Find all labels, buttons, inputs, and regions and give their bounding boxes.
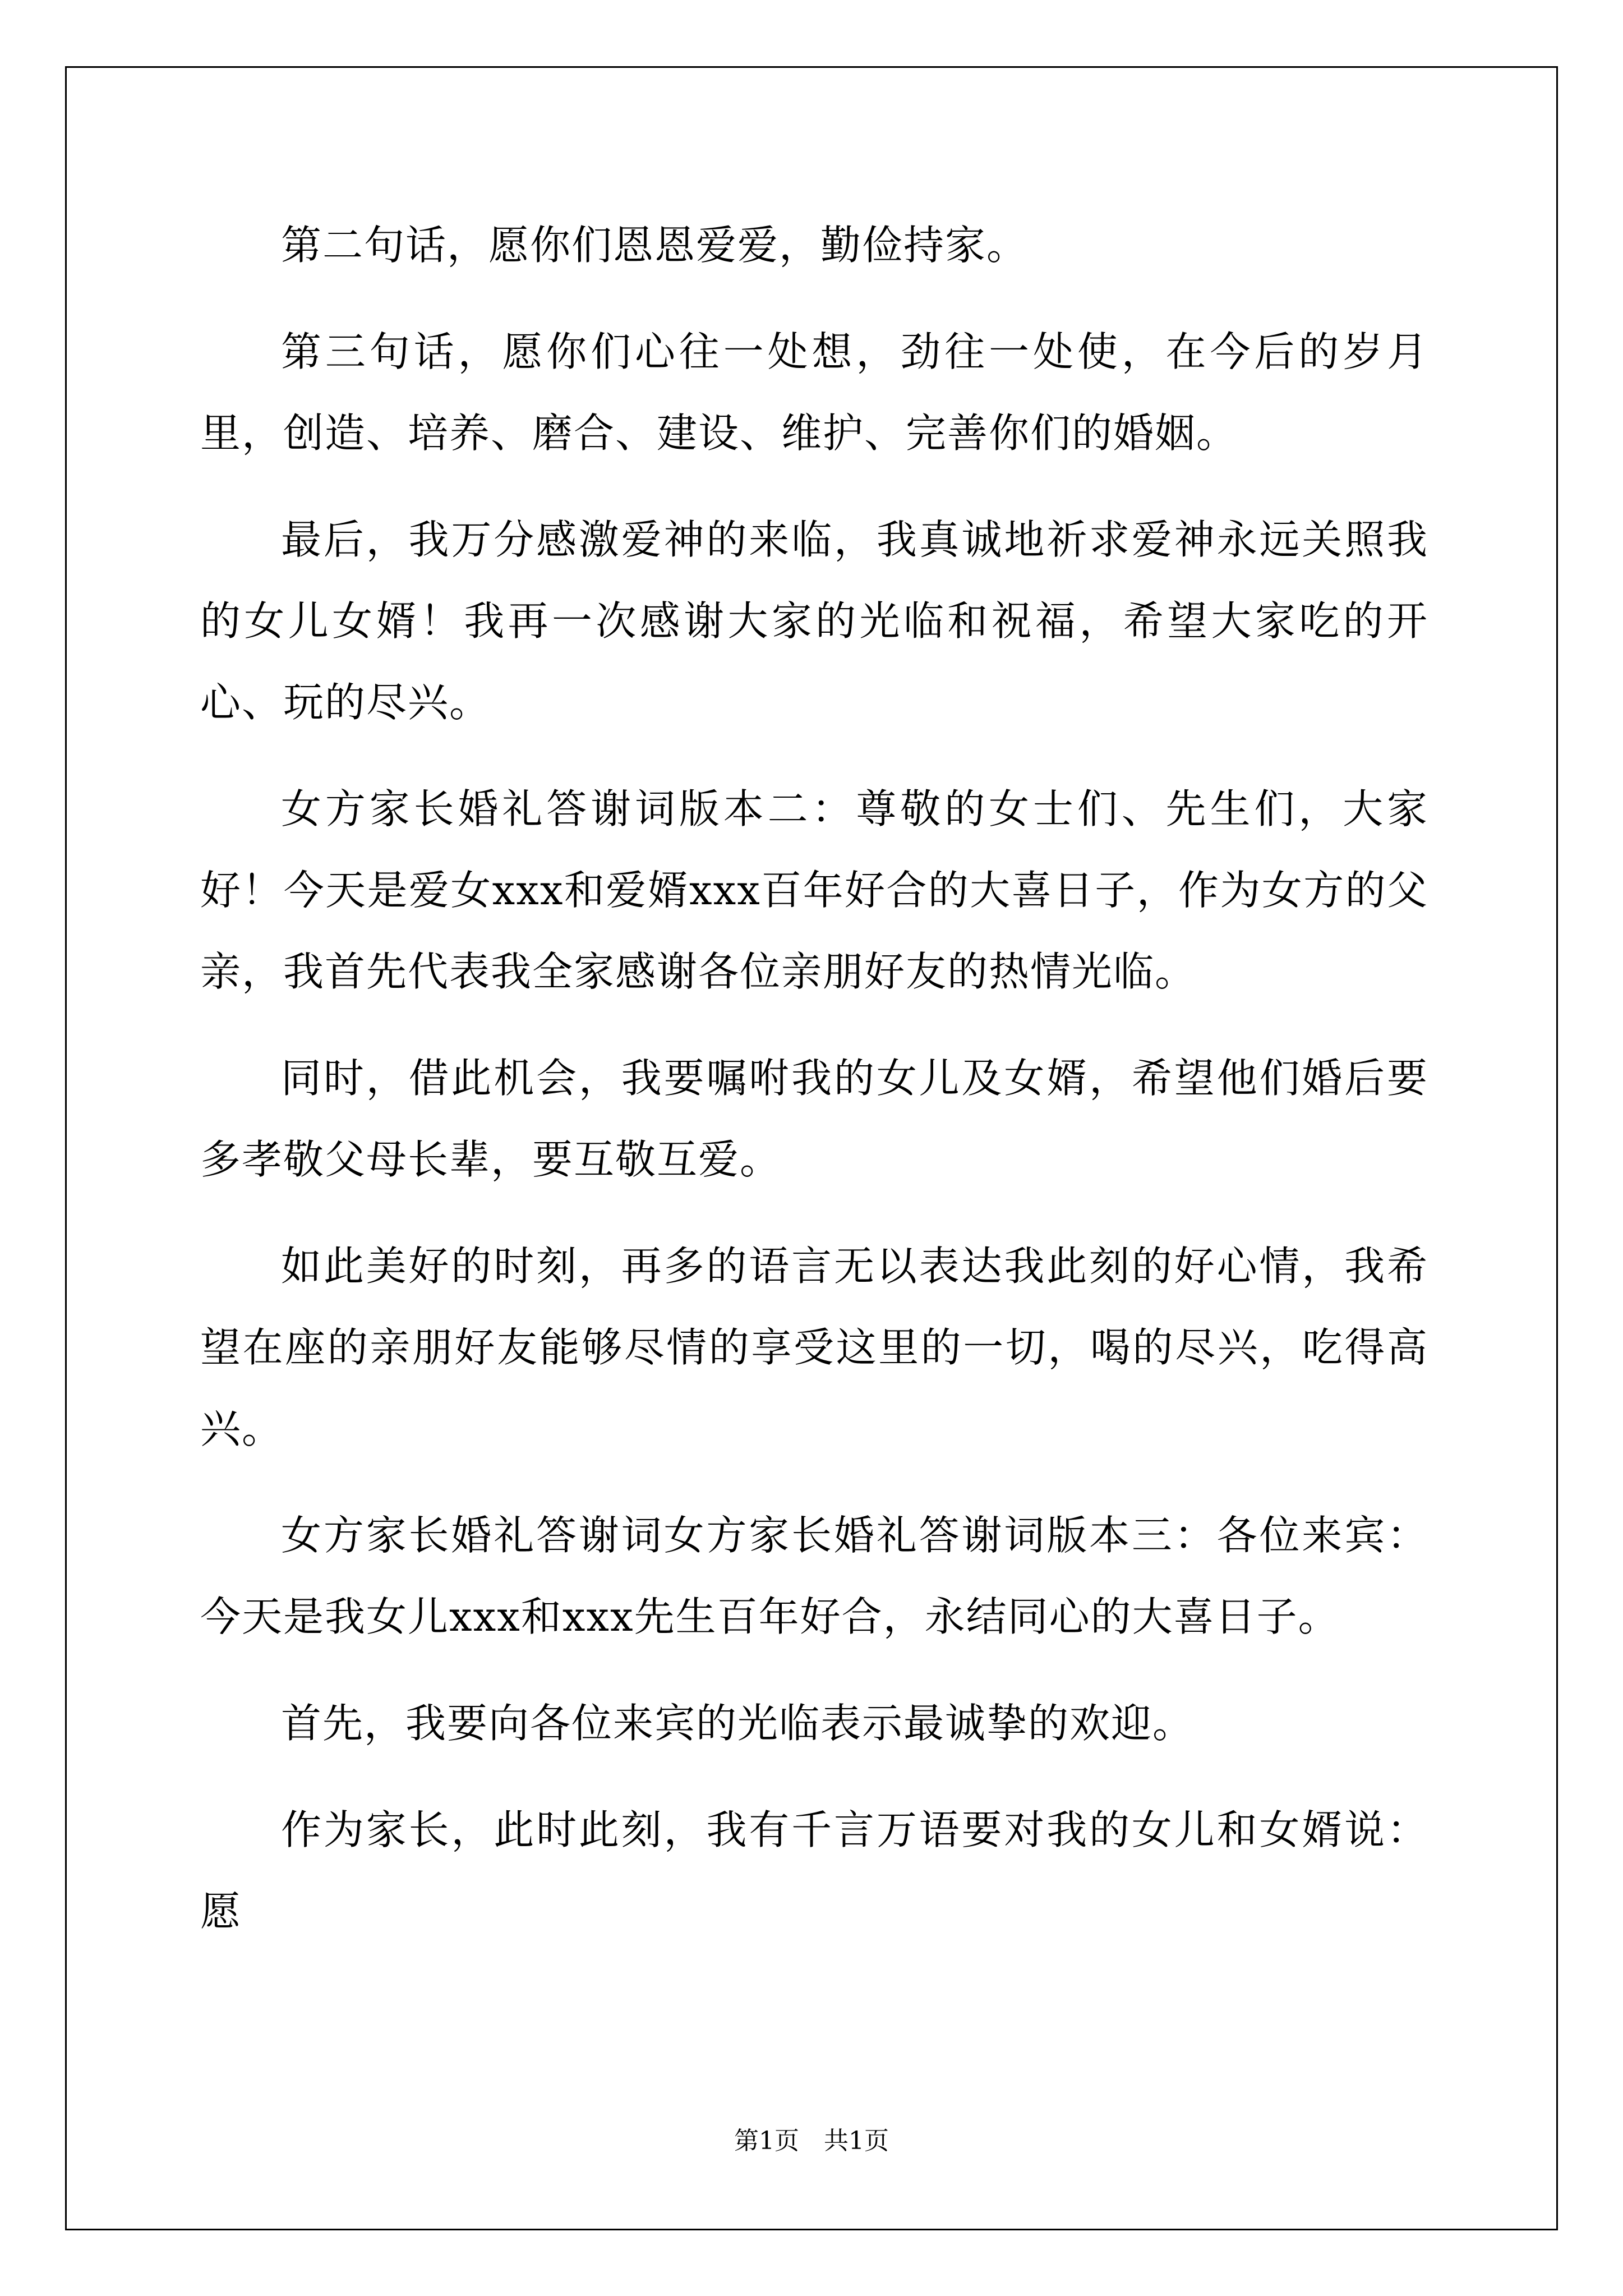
paragraph: 第三句话，愿你们心往一处想，劲往一处使，在今后的岁月里，创造、培养、磨合、建设、维护、完善你们的婚姻。 bbox=[200, 328, 1428, 457]
paragraph: 如此美好的时刻，再多的语言无以表达我此刻的好心情，我希望在座的亲朋好友能够尽情的享受这里的一切，喝的尽兴，吃得高兴。 bbox=[200, 1243, 1428, 1452]
paragraph: 最后，我万分感激爱神的来临，我真诚地祈求爱神永远关照我的女儿女婿！我再一次感谢大家的光临和祝福，希望大家吃的开心、玩的尽兴。 bbox=[200, 516, 1428, 726]
paragraph: 作为家长，此时此刻，我有千言万语要对我的女儿和女婿说：愿 bbox=[200, 1806, 1428, 1935]
document-body bbox=[200, 205, 1428, 1977]
paragraph: 同时，借此机会，我要嘱咐我的女儿及女婿，希望他们婚后要多孝敬父母长辈，要互敬互爱。 bbox=[200, 1055, 1428, 1183]
paragraph: 女方家长婚礼答谢词版本二：尊敬的女士们、先生们，大家好！今天是爱女xxx和爱婿xxx百年好合的大喜日子，作为女方的父亲，我首先代表我全家感谢各位亲朋好友的热情光临。 bbox=[200, 785, 1428, 995]
paragraph: 女方家长婚礼答谢词女方家长婚礼答谢词版本三：各位来宾：今天是我女儿xxx和xxx先生百年好合，永结同心的大喜日子。 bbox=[200, 1512, 1428, 1640]
paragraph: 第二句话，愿你们恩恩爱爱，勤俭持家。 bbox=[281, 222, 1029, 269]
paragraph: 首先，我要向各位来宾的光临表示最诚挚的欢迎。 bbox=[281, 1700, 1195, 1747]
page-footer: 第1页 共1页 bbox=[734, 2127, 889, 2155]
